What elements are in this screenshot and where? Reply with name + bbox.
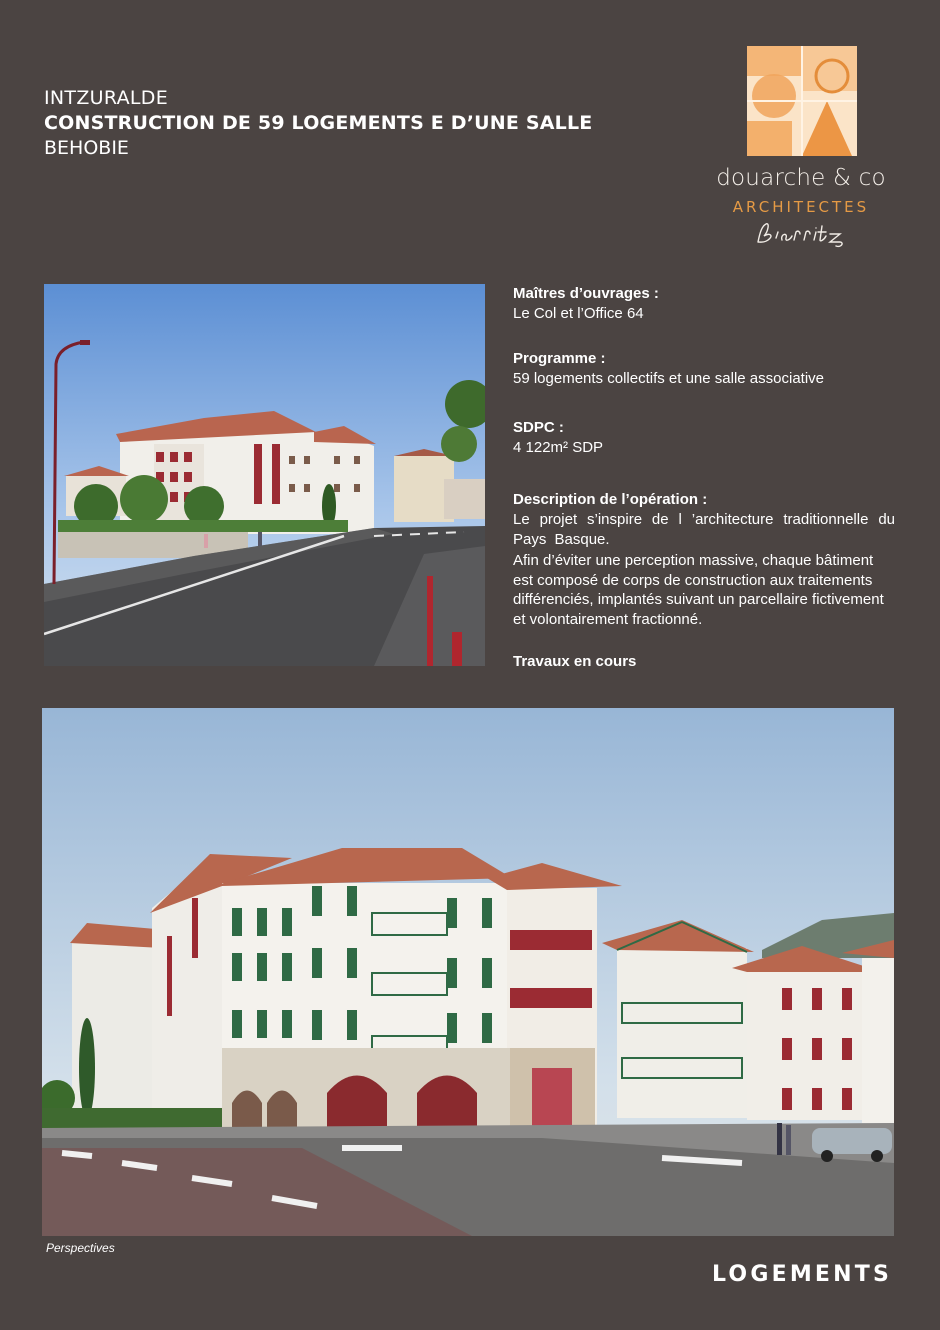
programme-label: Programme : [513, 350, 606, 367]
category-label: LOGEMENTS [712, 1262, 893, 1287]
description-label: Description de l’opération : [513, 491, 708, 508]
owners-value: Le Col et l’Office 64 [513, 305, 644, 322]
info-description [513, 491, 895, 629]
sdpc-value: 4 122m² SDP [513, 439, 604, 456]
info-sdpc [513, 419, 895, 458]
status-label: Travaux en cours [513, 653, 637, 670]
logo-brand: douarche & co [716, 165, 886, 191]
owners-label: Maîtres d’ouvrages : [513, 285, 659, 302]
building-perspective-image [42, 708, 894, 1236]
sdpc-label: SDPC : [513, 419, 564, 436]
project-title: CONSTRUCTION DE 59 LOGEMENTS E D’UNE SALLE [44, 112, 593, 134]
description-paragraph-1: Le projet s’inspire de l ’architecture traditionnelle du Pays Basque. [513, 511, 895, 548]
logo-mark [747, 46, 857, 156]
info-status [513, 653, 895, 670]
description-paragraph-2: Afin d’éviter une perception massive, chaque bâtiment est composé de corps de construction aux traitements différenciés, implantés suivant un parcellaire fictivement et volontairement fractionné. [513, 552, 884, 628]
info-programme [513, 350, 895, 389]
street-perspective-image [44, 284, 485, 666]
logo-signature [752, 216, 852, 250]
logo-subtitle: ARCHITECTES [732, 198, 870, 216]
info-owners [513, 285, 895, 324]
programme-value: 59 logements collectifs et une salle associative [513, 370, 825, 387]
project-location: BEHOBIE [44, 137, 129, 159]
image-caption: Perspectives [46, 1241, 115, 1255]
project-name: INTZURALDE [44, 87, 168, 109]
